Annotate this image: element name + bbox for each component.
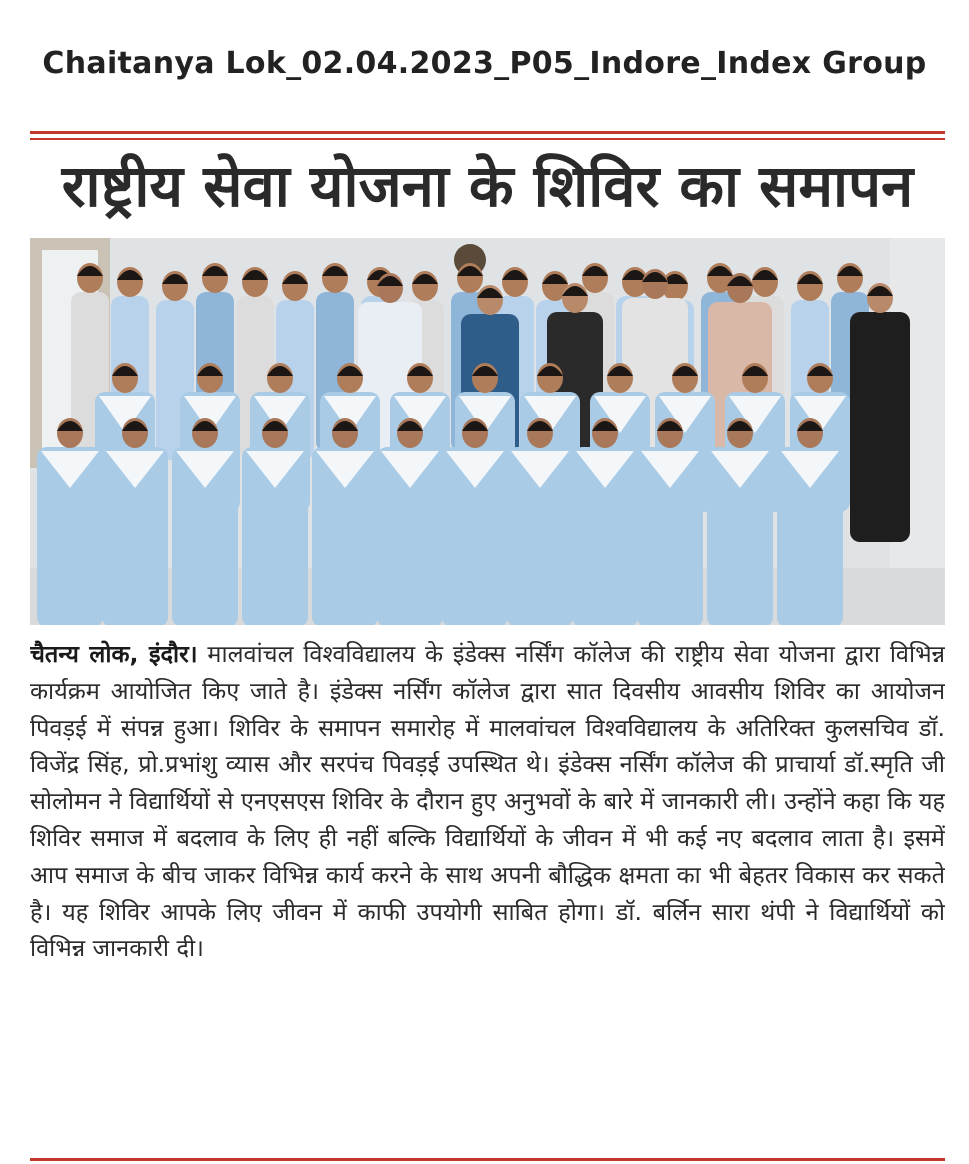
article-body [30, 636, 945, 1154]
clipping-caption: Chaitanya Lok_02.04.2023_P05_Indore_Index Group [42, 46, 927, 81]
article-headline: राष्ट्रीय सेवा योजना के शिविर का समापन [61, 152, 914, 220]
header-rule-top [30, 131, 945, 134]
article-dateline: चैतन्य लोक, इंदौर। [30, 640, 198, 668]
footer-rule [30, 1158, 945, 1161]
group-photo-illustration [30, 238, 945, 625]
group-photo [30, 238, 945, 625]
staff-member-6-body [850, 312, 910, 542]
article-text: मालवांचल विश्वविद्यालय के इंडेक्स नर्सिंग कॉलेज की राष्ट्रीय सेवा योजना द्वारा विभिन्न कार्यक्रम आयोजित किए जाते है। इंडेक्स नर्सिंग कॉलेज द्वारा सात दिवसीय आवसीय शिविर का आयोजन पिवड़ई में संपन्न हुआ। शिविर के समापन समारोह में मालवांचल विश्वविद्यालय के अतिरिक्त कुलसचिव डॉ. विजेंद्र सिंह, प्रो.प्रभांशु व्यास और सरपंच पिवड़ई उपस्थित थे। इंडेक्स नर्सिंग कॉलेज की प्राचार्या डॉ.स्मृति जी सोलोमन ने विद्यार्थियों से एनएसएस शिविर के दौरान हुए अनुभवों के बारे में जानकारी ली। उन्होंने कहा कि यह शिविर समाज में बदलाव के लिए ही नहीं बल्कि विद्यार्थियों के जीवन में भी कई नए बदलाव लाता है। इसमें आप समाज के बीच जाकर विभिन्न कार्य करने के साथ अपनी बौद्धिक क्षमता का भी बेहतर विकास कर सकते है। यह शिविर आपके लिए जीवन में काफी उपयोगी साबित होगा। डॉ. बर्लिन सारा थंपी ने विद्यार्थियों को विभिन्न जानकारी दी। [30, 640, 945, 963]
header-rule-bottom [30, 138, 945, 140]
